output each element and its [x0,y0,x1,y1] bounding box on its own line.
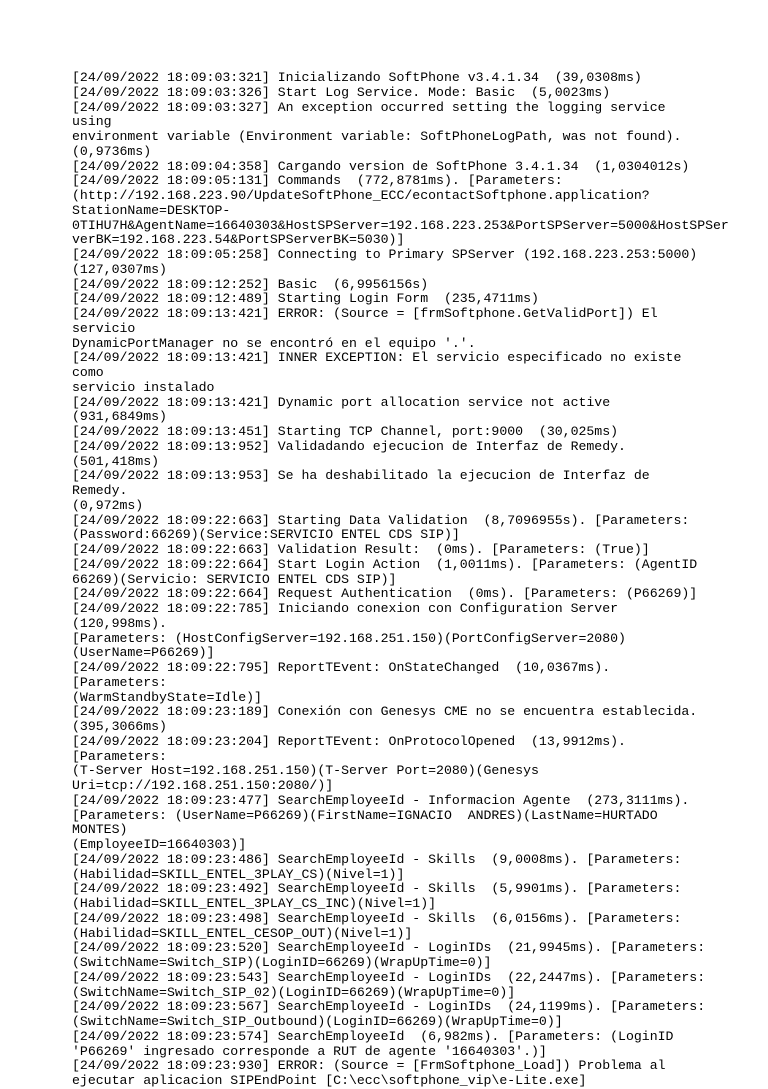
log-line: servicio instalado [72,379,215,395]
log-line: [24/09/2022 18:09:12:252] Basic (6,9956156s) [72,276,429,292]
log-line: verBK=192.168.223.54&PortSPServerBK=5030)] [72,232,405,248]
log-line: [24/09/2022 18:09:03:326] Start Log Service. Mode: Basic (5,0023ms) [72,84,611,100]
log-line: [24/09/2022 18:09:23:486] SearchEmployeeId - Skills (9,0008ms). [Parameters: [72,851,682,867]
log-line: [24/09/2022 18:09:03:321] Inicializando SoftPhone v3.4.1.34 (39,0308ms) [72,70,642,85]
log-line: [24/09/2022 18:09:03:327] An exception occurred setting the logging service using [72,99,674,130]
log-line: (Habilidad=SKILL_ENTEL_3PLAY_CS_INC)(Nivel=1)] [72,896,437,911]
log-line: (395,3066ms) [72,719,167,734]
log-line: (0,972ms) [72,497,144,513]
log-line: (EmployeeID=16640303)] [72,837,247,852]
log-line: [24/09/2022 18:09:13:952] Validadando ejecucion de Interfaz de Remedy. (501,418ms) [72,438,642,469]
log-line: Uri=tcp://192.168.251.150:2080/)] [72,778,334,793]
log-line: ejecutar aplicacion SIPEndPoint [C:\ecc\softphone_vip\e-Lite.exe] [72,1073,587,1088]
log-line: [24/09/2022 18:09:22:795] ReportTEvent: OnStateChanged (10,0367ms). [Parameters: [72,660,619,690]
log-line: [24/09/2022 18:09:23:520] SearchEmployeeId - LoginIDs (21,9945ms). [Parameters: [72,940,706,956]
log-line: (SwitchName=Switch_SIP_Outbound)(LoginID=66269)(WrapUpTime=0)] [72,1014,563,1029]
log-line: [24/09/2022 18:09:05:131] Commands (772,8781ms). [Parameters: [72,173,563,189]
log-line: (T-Server Host=192.168.251.150)(T-Server Port=2080)(Genesys [72,763,539,779]
log-line: (SwitchName=Switch_SIP_02)(LoginID=66269)(WrapUpTime=0)] [72,984,516,1000]
log-line: [24/09/2022 18:09:22:785] Iniciando conexion con Configuration Server (120,998ms). [72,601,634,631]
log-line: [24/09/2022 18:09:23:543] SearchEmployeeId - LoginIDs (22,2447ms). [Parameters: [72,969,706,985]
log-line: [24/09/2022 18:09:23:204] ReportTEvent: OnProtocolOpened (13,9912ms). [Parameters: [72,733,634,764]
log-line: (127,0307ms) [72,261,167,277]
log-line: (0,9736ms) [72,143,152,159]
log-line: [24/09/2022 18:09:13:953] Se ha deshabilitado la ejecucion de Interfaz de Remedy. [72,468,658,498]
log-line: environment variable (Environment variable: SoftPhoneLogPath, was not found). [72,129,682,144]
log-line: [24/09/2022 18:09:23:574] SearchEmployeeId (6,982ms). [Parameters: (LoginID [72,1028,674,1044]
log-line: [24/09/2022 18:09:22:664] Request Authentication (0ms). [Parameters: (P66269)] [72,586,698,602]
log-line: 66269)(Servicio: SERVICIO ENTEL CDS SIP)] [72,571,397,587]
log-line: [24/09/2022 18:09:23:498] SearchEmployeeId - Skills (6,0156ms). [Parameters: [72,910,682,926]
log-line: (UserName=P66269)] [72,645,215,661]
log-line: StationName=DESKTOP- [72,202,231,218]
log-line: (SwitchName=Switch_SIP)(LoginID=66269)(WrapUpTime=0)] [72,955,492,970]
log-line: (Password:66269)(Service:SERVICIO ENTEL CDS SIP)] [72,527,460,543]
log-line: [24/09/2022 18:09:23:189] Conexión con Genesys CME no se encuentra establecida. [72,704,698,720]
log-line: (http://192.168.223.90/UpdateSoftPhone_ECC/econtactSoftphone.application? [72,188,650,203]
log-line: [24/09/2022 18:09:13:421] Dynamic port allocation service not active (931,6849ms) [72,394,626,425]
log-line: [24/09/2022 18:09:22:663] Starting Data Validation (8,7096955s). [Parameters: [72,512,690,528]
log-line: [24/09/2022 18:09:04:358] Cargando version de SoftPhone 3.4.1.34 (1,0304012s) [72,158,690,174]
log-line: [24/09/2022 18:09:13:421] INNER EXCEPTION: El servicio especificado no existe como [72,350,690,380]
log-document [72,70,729,1089]
log-line: [24/09/2022 18:09:12:489] Starting Login Form (235,4711ms) [72,291,539,307]
log-line: [24/09/2022 18:09:13:451] Starting TCP Channel, port:9000 (30,025ms) [72,424,619,439]
log-line: (WarmStandbyState=Idle)] [72,689,262,705]
log-line: [24/09/2022 18:09:22:664] Start Login Action (1,0011ms). [Parameters: (AgentID [72,556,698,572]
log-line: (Habilidad=SKILL_ENTEL_CESOP_OUT)(Nivel=1)] [72,925,413,941]
log-line: [24/09/2022 18:09:23:567] SearchEmployeeId - LoginIDs (24,1199ms). [Parameters: [72,999,706,1015]
log-line: [24/09/2022 18:09:23:930] ERROR: (Source = [FrmSoftphone_Load]) Problema al [72,1058,666,1074]
log-line: 'P66269' ingresado corresponde a RUT de agente '16640303'.)] [72,1043,547,1059]
log-line: (Habilidad=SKILL_ENTEL_3PLAY_CS)(Nivel=1)] [72,866,405,882]
log-line: [Parameters: (UserName=P66269)(FirstName=IGNACIO ANDRES)(LastName=HURTADO MONTES) [72,807,666,838]
log-line: [Parameters: (HostConfigServer=192.168.251.150)(PortConfigServer=2080) [72,630,626,646]
log-line: [24/09/2022 18:09:23:492] SearchEmployeeId - Skills (5,9901ms). [Parameters: [72,881,682,897]
log-line: [24/09/2022 18:09:05:258] Connecting to Primary SPServer (192.168.223.253:5000) [72,247,698,262]
log-line: [24/09/2022 18:09:22:663] Validation Result: (0ms). [Parameters: (True)] [72,542,650,557]
log-line: [24/09/2022 18:09:23:477] SearchEmployeeId - Informacion Agente (273,3111ms). [72,792,690,808]
log-line: DynamicPortManager no se encontró en el equipo '.'. [72,335,476,351]
log-line: 0TIHU7H&AgentName=16640303&HostSPServer=192.168.223.253&PortSPServer=5000&HostSPSer [72,217,729,233]
log-line: [24/09/2022 18:09:13:421] ERROR: (Source = [frmSoftphone.GetValidPort]) El servicio [72,306,666,336]
